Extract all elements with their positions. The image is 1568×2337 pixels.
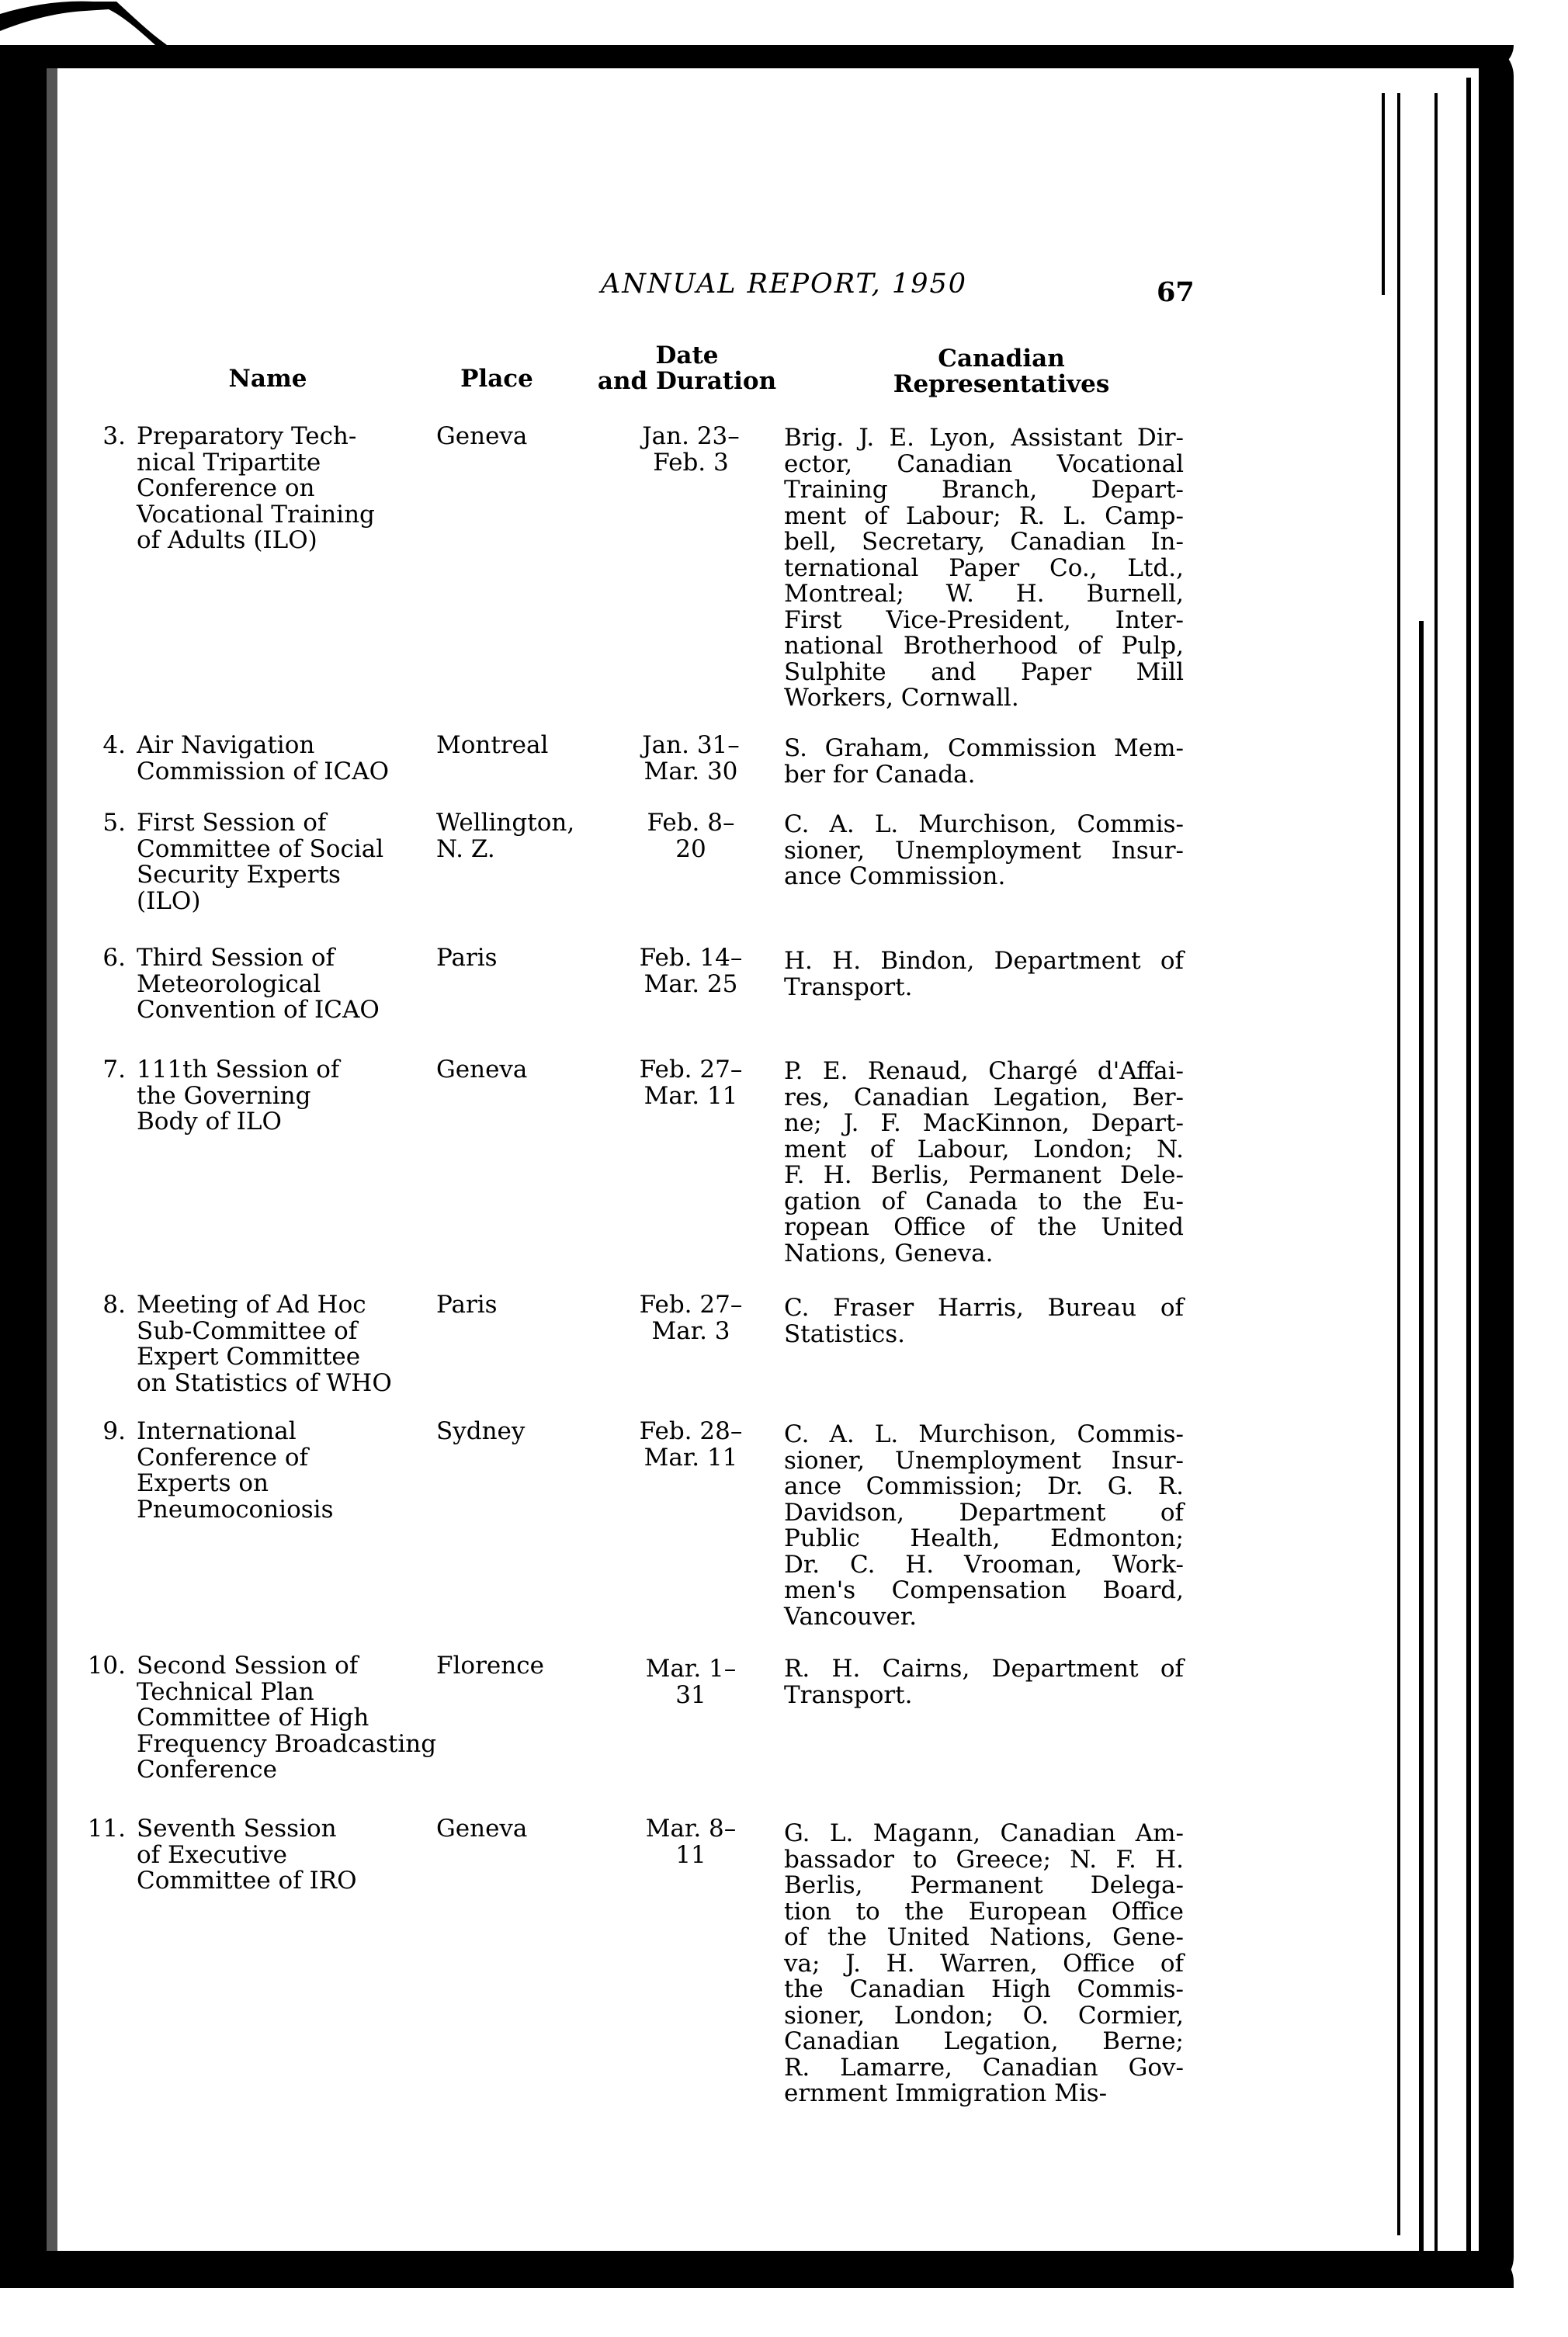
row-number: 7. [102,1056,126,1084]
conference-name [137,1653,439,1784]
canadian-representatives [784,1295,1184,1347]
canadian-representatives-line: bell, Secretary, Canadian In- [784,528,1184,556]
canadian-representatives-line: tion to the European Office [784,1897,1184,1926]
scan-border-left [0,45,47,2280]
row-number: 6. [102,944,126,972]
canadian-representatives-line: men's Compensation Board, [784,1576,1184,1604]
conference-name-line: Committee of IRO [137,1867,357,1895]
conference-place-line: Wellington, [436,809,575,837]
canadian-representatives-line: sioner, London; O. Cormier, [784,2001,1184,2030]
column-heading-representatives-line: Canadian [938,345,1065,373]
canadian-representatives-line: C. Fraser Harris, Bureau of [784,1294,1184,1322]
conference-name-line: Frequency Broadcasting [137,1729,437,1758]
column-heading-date-line: Date [655,342,719,369]
conference-dates [613,733,768,785]
canadian-representatives-line: C. A. L. Murchison, Commis- [784,1420,1184,1448]
canadian-representatives-line: Statistics. [784,1319,905,1348]
canadian-representatives-line: of the United Nations, Gene- [784,1923,1184,1951]
page-edge-line [1419,621,1424,2251]
column-heading-representatives [877,346,1126,397]
canadian-representatives-line: Vancouver. [784,1602,918,1631]
canadian-representatives-line: sioner, Unemployment Insur- [784,836,1184,865]
conference-name [137,945,439,1024]
canadian-representatives-line: S. Graham, Commission Mem- [784,734,1184,762]
canadian-representatives-line: First Vice-President, Inter- [784,605,1184,634]
conference-dates-line: Feb. 28– [639,1417,743,1445]
conference-dates-line: 11 [675,1840,706,1869]
canadian-representatives-line: va; J. H. Warren, Office of [784,1949,1184,1978]
conference-name-line: Vocational Training [137,500,375,529]
canadian-representatives-line: Nations, Geneva. [784,1239,994,1267]
row-number: 9. [102,1417,126,1445]
canadian-representatives-line: ne; J. F. MacKinnon, Depart- [784,1109,1184,1137]
conference-name-line: Committee of High [137,1704,369,1732]
conference-dates-line: 20 [675,834,706,863]
conference-dates-line: Mar. 8– [645,1815,737,1843]
conference-name-line: Pneumoconiosis [137,1495,334,1524]
conference-place [436,945,607,972]
page-edge-line [1397,93,1400,2235]
conference-name-line: Preparatory Tech- [137,422,357,450]
canadian-representatives-line: Sulphite and Paper Mill [784,657,1184,686]
conference-dates-line: Mar. 11 [644,1443,738,1472]
conference-dates [613,1057,768,1109]
conference-place-line: Montreal [436,731,549,759]
conference-name-line: of Executive [137,1840,288,1869]
canadian-representatives-line: sioner, Unemployment Insur- [784,1446,1184,1475]
conference-name-line: Seventh Session [137,1815,337,1843]
conference-place-line: Florence [436,1652,544,1680]
conference-name-line: 111th Session of [137,1056,340,1084]
canadian-representatives [784,1656,1184,1708]
conference-name-line: Sub-Committee of [137,1316,358,1345]
conference-dates-line: Jan. 23– [642,422,740,450]
conference-name-line: Body of ILO [137,1108,282,1136]
conference-dates [613,810,768,862]
canadian-representatives-line: ernment Immigration Mis- [784,2079,1108,2107]
canadian-representatives-line: Davidson, Department of [784,1498,1184,1527]
canadian-representatives [784,812,1184,890]
canadian-representatives-line: R. Lamarre, Canadian Gov- [784,2053,1184,2082]
page-edge-line [1434,93,1438,2251]
canadian-representatives-line: ropean Office of the United [784,1213,1184,1241]
canadian-representatives-line: Transport. [784,1680,913,1709]
column-heading-date-line: and Duration [597,367,777,395]
conference-dates-line: 31 [675,1680,706,1709]
scan-border-top [0,45,1514,68]
conference-name [137,1292,439,1396]
conference-place-line: Geneva [436,422,528,450]
conference-name-line: Meteorological [137,969,321,998]
canadian-representatives-line: G. L. Magann, Canadian Am- [784,1819,1184,1847]
conference-name [137,1057,439,1136]
conference-name-line: Security Experts [137,861,341,889]
page-number: 67 [1157,276,1195,308]
canadian-representatives-line: ber for Canada. [784,760,976,789]
conference-name-line: on Statistics of WHO [137,1368,392,1397]
scan-corner-mark [0,0,171,45]
canadian-representatives-line: R. H. Cairns, Department of [784,1655,1184,1683]
conference-place-line: Sydney [436,1417,526,1445]
conference-name-line: Expert Committee [137,1343,361,1371]
conference-dates [613,945,768,997]
row-number: 11. [87,1815,126,1843]
scan-border-bottom [0,2251,1514,2288]
conference-name-line: Conference on [137,474,315,502]
scan-border-left-shadow [47,68,57,2265]
conference-dates [613,424,768,476]
row-number: 10. [87,1652,126,1680]
conference-name-line: Technical Plan [137,1677,314,1706]
conference-dates-line: Jan. 31– [642,731,740,759]
conference-name-line: (ILO) [137,886,201,915]
conference-place [436,1816,607,1843]
conference-name-line: Meeting of Ad Hoc [137,1291,366,1319]
conference-place [436,424,607,450]
canadian-representatives-line: ment of Labour, London; N. [784,1135,1184,1163]
conference-dates [613,1816,768,1868]
conference-name [137,810,439,914]
canadian-representatives [784,1422,1184,1630]
conference-name-line: Third Session of [137,944,335,972]
canadian-representatives-line: P. E. Renaud, Chargé d'Affai- [784,1057,1184,1085]
canadian-representatives [784,425,1184,712]
conference-name-line: International [137,1417,297,1445]
canadian-representatives-line: ance Commission; Dr. G. R. [784,1472,1184,1500]
conference-name-line: Conference [137,1756,278,1784]
conference-name-line: nical Tripartite [137,448,321,477]
conference-name [137,733,439,785]
conference-name-line: Convention of ICAO [137,996,380,1024]
canadian-representatives-line: F. H. Berlis, Permanent Dele- [784,1161,1184,1189]
canadian-representatives-line: the Canadian High Commis- [784,1975,1184,2003]
canadian-representatives [784,1821,1184,2107]
conference-name-line: Committee of Social [137,834,384,863]
conference-place-line: Paris [436,944,498,972]
row-number: 4. [102,731,126,759]
canadian-representatives-line: C. A. L. Murchison, Commis- [784,810,1184,838]
canadian-representatives-line: Transport. [784,973,913,1001]
conference-place-line: Geneva [436,1056,528,1084]
conference-place [436,1653,607,1680]
column-heading-place: Place [460,365,533,393]
conference-dates-line: Mar. 1– [645,1655,737,1683]
conference-name-line: the Governing [137,1081,311,1110]
conference-name-line: Conference of [137,1443,308,1472]
conference-name [137,1816,439,1895]
conference-place-line: Paris [436,1291,498,1319]
conference-place [436,1057,607,1084]
conference-name-line: Commission of ICAO [137,757,390,785]
conference-name-line: of Adults (ILO) [137,526,317,554]
canadian-representatives-line: Dr. C. H. Vrooman, Work- [784,1550,1184,1579]
canadian-representatives-line: Berlis, Permanent Delega- [784,1871,1184,1899]
conference-name [137,1419,439,1523]
conference-dates [613,1656,768,1708]
conference-place-line: N. Z. [436,834,495,863]
conference-name-line: First Session of [137,809,327,837]
canadian-representatives-line: ternational Paper Co., Ltd., [784,553,1184,582]
conference-dates-line: Feb. 27– [639,1056,743,1084]
conference-place [436,810,607,862]
conference-dates [613,1292,768,1344]
conference-dates-line: Mar. 25 [644,969,738,998]
canadian-representatives-line: res, Canadian Legation, Ber- [784,1083,1184,1111]
canadian-representatives-line: gation of Canada to the Eu- [784,1187,1184,1215]
conference-name-line: Second Session of [137,1652,359,1680]
conference-dates [613,1419,768,1471]
row-number: 5. [102,809,126,837]
conference-dates-line: Mar. 30 [644,757,738,785]
conference-dates-line: Mar. 3 [651,1316,730,1345]
canadian-representatives [784,736,1184,788]
canadian-representatives-line: ance Commission. [784,862,1006,890]
column-heading-representatives-line: Representatives [893,370,1110,398]
conference-place-line: Geneva [436,1815,528,1843]
conference-name [137,424,439,554]
conference-dates-line: Feb. 14– [639,944,743,972]
page-edge-line [1382,93,1385,295]
conference-name-line: Air Navigation [137,731,315,759]
canadian-representatives-line: Brig. J. E. Lyon, Assistant Dir- [784,424,1184,452]
column-heading-name: Name [228,365,307,393]
canadian-representatives [784,1059,1184,1267]
canadian-representatives-line: Montreal; W. H. Burnell, [784,580,1184,608]
running-header-title: ANNUAL REPORT, 1950 [601,269,967,300]
row-number: 3. [102,422,126,450]
canadian-representatives-line: Workers, Cornwall. [784,684,1019,712]
conference-dates-line: Feb. 8– [647,809,735,837]
conference-dates-line: Mar. 11 [644,1081,738,1110]
canadian-representatives-line: Public Health, Edmonton; [784,1524,1184,1552]
scan-border-right [1479,45,1514,2288]
canadian-representatives [784,948,1184,1000]
canadian-representatives-line: Training Branch, Depart- [784,476,1184,504]
canadian-representatives-line: H. H. Bindon, Department of [784,947,1184,975]
canadian-representatives-line: Canadian Legation, Berne; [784,2027,1184,2055]
canadian-representatives-line: bassador to Greece; N. F. H. [784,1845,1184,1874]
canadian-representatives-line: ment of Labour; R. L. Camp- [784,501,1184,530]
column-heading-date [578,343,796,394]
conference-place [436,1419,607,1445]
conference-place [436,733,607,759]
canadian-representatives-line: national Brotherhood of Pulp, [784,632,1184,660]
conference-place [436,1292,607,1319]
conference-dates-line: Feb. 27– [639,1291,743,1319]
scan-border-right-inner [1466,78,1471,2251]
conference-dates-line: Feb. 3 [653,448,729,477]
conference-name-line: Experts on [137,1469,269,1497]
row-number: 8. [102,1291,126,1319]
canadian-representatives-line: ector, Canadian Vocational [784,449,1184,478]
